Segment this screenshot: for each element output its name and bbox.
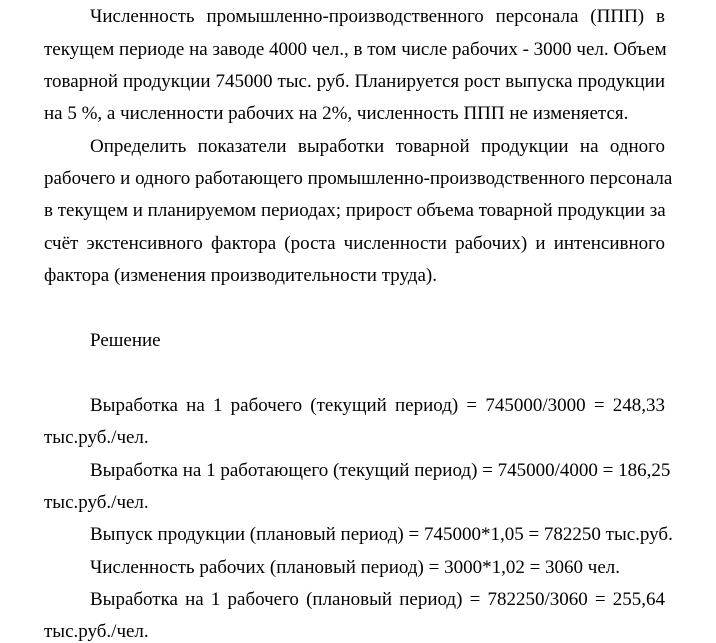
calc-workers-planned: Численность рабочих (плановый период) = 3000*1,02 = 3060 чел. <box>90 557 621 578</box>
calc-output-worker-planned: Выработка на 1 рабочего (плановый период) = 782250/3060 = 255,64 <box>90 589 665 610</box>
problem-p1-line-2: текущем периоде на заводе 4000 чел., в том числе рабочих - 3000 чел. Объем <box>44 39 667 60</box>
calc-output-worker-current-unit: тыс.руб./чел. <box>44 427 149 448</box>
problem-p2-line-3: в текущем и планируемом периодах; прирост объема товарной продукции за <box>44 200 666 221</box>
solution-heading: Решение <box>90 330 161 351</box>
calc-output-worker-planned-unit: тыс.руб./чел. <box>44 621 149 642</box>
problem-p1-line-4: на 5 %, а численности рабочих на 2%, численность ППП не изменяется. <box>44 103 629 124</box>
calc-output-employee-current: Выработка на 1 работающего (текущий период) = 745000/4000 = 186,25 <box>90 460 671 481</box>
problem-p2-line-5: фактора (изменения производительности труда). <box>44 265 437 286</box>
problem-p1-line-1: Численность промышленно-производственного персонала (ППП) в <box>90 6 665 27</box>
calc-output-worker-current: Выработка на 1 рабочего (текущий период) = 745000/3000 = 248,33 <box>90 395 665 416</box>
problem-p1-line-3: товарной продукции 745000 тыс. руб. Планируется рост выпуска продукции <box>44 71 665 92</box>
calc-output-employee-current-unit: тыс.руб./чел. <box>44 492 149 513</box>
problem-p2-line-2: рабочего и одного работающего промышленно-производственного персонала <box>44 168 673 189</box>
problem-p2-line-1: Определить показатели выработки товарной продукции на одного <box>90 136 665 157</box>
calc-production-planned: Выпуск продукции (плановый период) = 745000*1,05 = 782250 тыс.руб. <box>90 524 673 545</box>
problem-p2-line-4: счёт экстенсивного фактора (роста численности рабочих) и интенсивного <box>44 233 665 254</box>
